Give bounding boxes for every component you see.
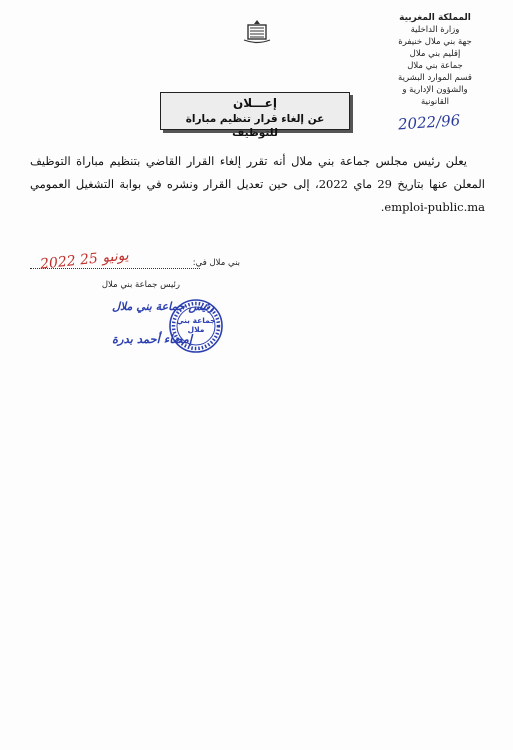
header-line: القانونية: [420, 97, 450, 107]
notice-body: [30, 150, 485, 219]
notice-subtitle: عن إلغاء قرار تنظيم مباراة للتوظيف: [185, 113, 325, 139]
header-line: جهة بني ملال خنيفرة: [398, 37, 472, 47]
notice-title: إعـــلان: [233, 96, 277, 110]
reference-number: 2022/96: [397, 111, 461, 134]
stamp-text: جماعة بني ملال: [176, 316, 216, 334]
header-line: جماعة بني ملال: [407, 61, 463, 71]
place-label: بني ملال في:: [192, 258, 240, 268]
president-label: رئيس جماعة بني ملال: [101, 280, 180, 290]
header-line: إقليم بني ملال: [409, 49, 461, 59]
royal-emblem-icon: [241, 18, 273, 44]
header-line: وزارة الداخلية: [410, 25, 460, 35]
signature-title: رئيس جماعة بني ملال: [112, 300, 215, 313]
header-line: والشؤون الإدارية و: [402, 85, 468, 95]
issuer-header: [375, 12, 495, 108]
notice-title-box: [160, 92, 350, 139]
signature-name: إمضاء أحمد بدرة: [112, 332, 193, 346]
handwritten-date: 2022 يونيو 25: [39, 247, 130, 273]
kingdom-label: المملكة المغربية: [399, 13, 471, 23]
body-paragraph: يعلن رئيس مجلس جماعة بني ملال أنه تقرر إلغاء القرار القاضي بتنظيم مباراة التوظيف المعلن عنها بتاريخ 29 ماي 2022، إلى حين تعديل القرار ونشره في بوابة التشغيل العمومي emploi-public.ma.: [30, 154, 485, 214]
header-line: قسم الموارد البشرية: [398, 73, 472, 83]
